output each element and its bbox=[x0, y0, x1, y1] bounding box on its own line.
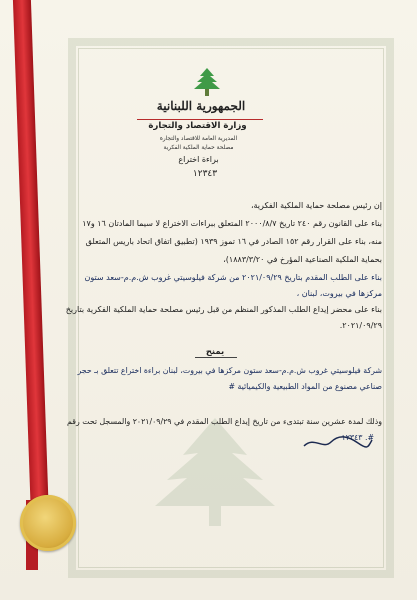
body-line: بناء على الطلب المقدم بتاريخ ٢٠٢١/٠٩/٢٩ من شركة فيلوسيتي غروب ش.م.م-سعد ستون bbox=[84, 273, 382, 282]
registration-number: #. ١٢٣٤٣ bbox=[341, 433, 374, 442]
grants-title: يمنح bbox=[205, 346, 225, 356]
heading-underline bbox=[137, 119, 263, 120]
cedar-watermark-icon bbox=[135, 410, 295, 530]
lebanese-cedar-icon bbox=[190, 66, 224, 98]
certificate-number: ١٢٣٤٣ bbox=[192, 169, 218, 179]
body-line: بحماية الملكية الصناعية المؤرخ في ١٨٨٣/٣/٢٠)، bbox=[223, 255, 382, 264]
body-line: بناء على القانون رقم ٢٤٠ تاريخ ٢٠٠٠/٨/٧ المتعلق ببراءات الاختراع لا سيما المادتان ١٦ و١٧ bbox=[82, 219, 382, 228]
certificate-title: براءة اختراع bbox=[178, 155, 219, 164]
grant-text-line: شركة فيلوسيتي غروب ش.م.م-سعد ستون مركزها في بيروت، لبنان براءة اختراع تتعلق بـ حجر bbox=[77, 366, 382, 375]
body-line: مركزها في بيروت، لبنان ، bbox=[296, 289, 382, 298]
directorate-heading: المديرية العامة للاقتصاد والتجارة bbox=[159, 136, 238, 142]
body-line: بناء على محضر إيداع الطلب المذكور المنظم من قبل رئيس مصلحة حماية الملكية الفكرية بتاريخ bbox=[65, 305, 382, 314]
body-line: ٢٠٢١/٠٩/٢٩. bbox=[339, 321, 382, 330]
validity-text: وذلك لمدة عشرين سنة تبتدىء من تاريخ إيداع الطلب المقدم في ٢٠٢١/٠٩/٢٩ والمسجل تحت رقم bbox=[67, 417, 382, 426]
ministry-heading: وزارة الاقتصاد والتجارة bbox=[148, 121, 247, 131]
gold-seal-icon bbox=[20, 495, 76, 551]
body-line: منه، بناء على القرار رقم ١٥٢ الصادر في ١٦ تموز ١٩٣٩ (تطبيق اتفاق اتحاد باريس المتعلق bbox=[85, 237, 382, 246]
body-line: إن رئيس مصلحة حماية الملكية الفكرية، bbox=[250, 201, 382, 210]
signature-mark bbox=[300, 432, 375, 452]
grant-text-line: صناعي مصنوع من المواد الطبيعية والكيميائية # bbox=[228, 382, 382, 391]
office-heading: مصلحة حماية الملكية الفكرية bbox=[163, 145, 234, 151]
grants-underline bbox=[195, 357, 237, 358]
republic-heading: الجمهورية اللبنانية bbox=[156, 99, 246, 113]
